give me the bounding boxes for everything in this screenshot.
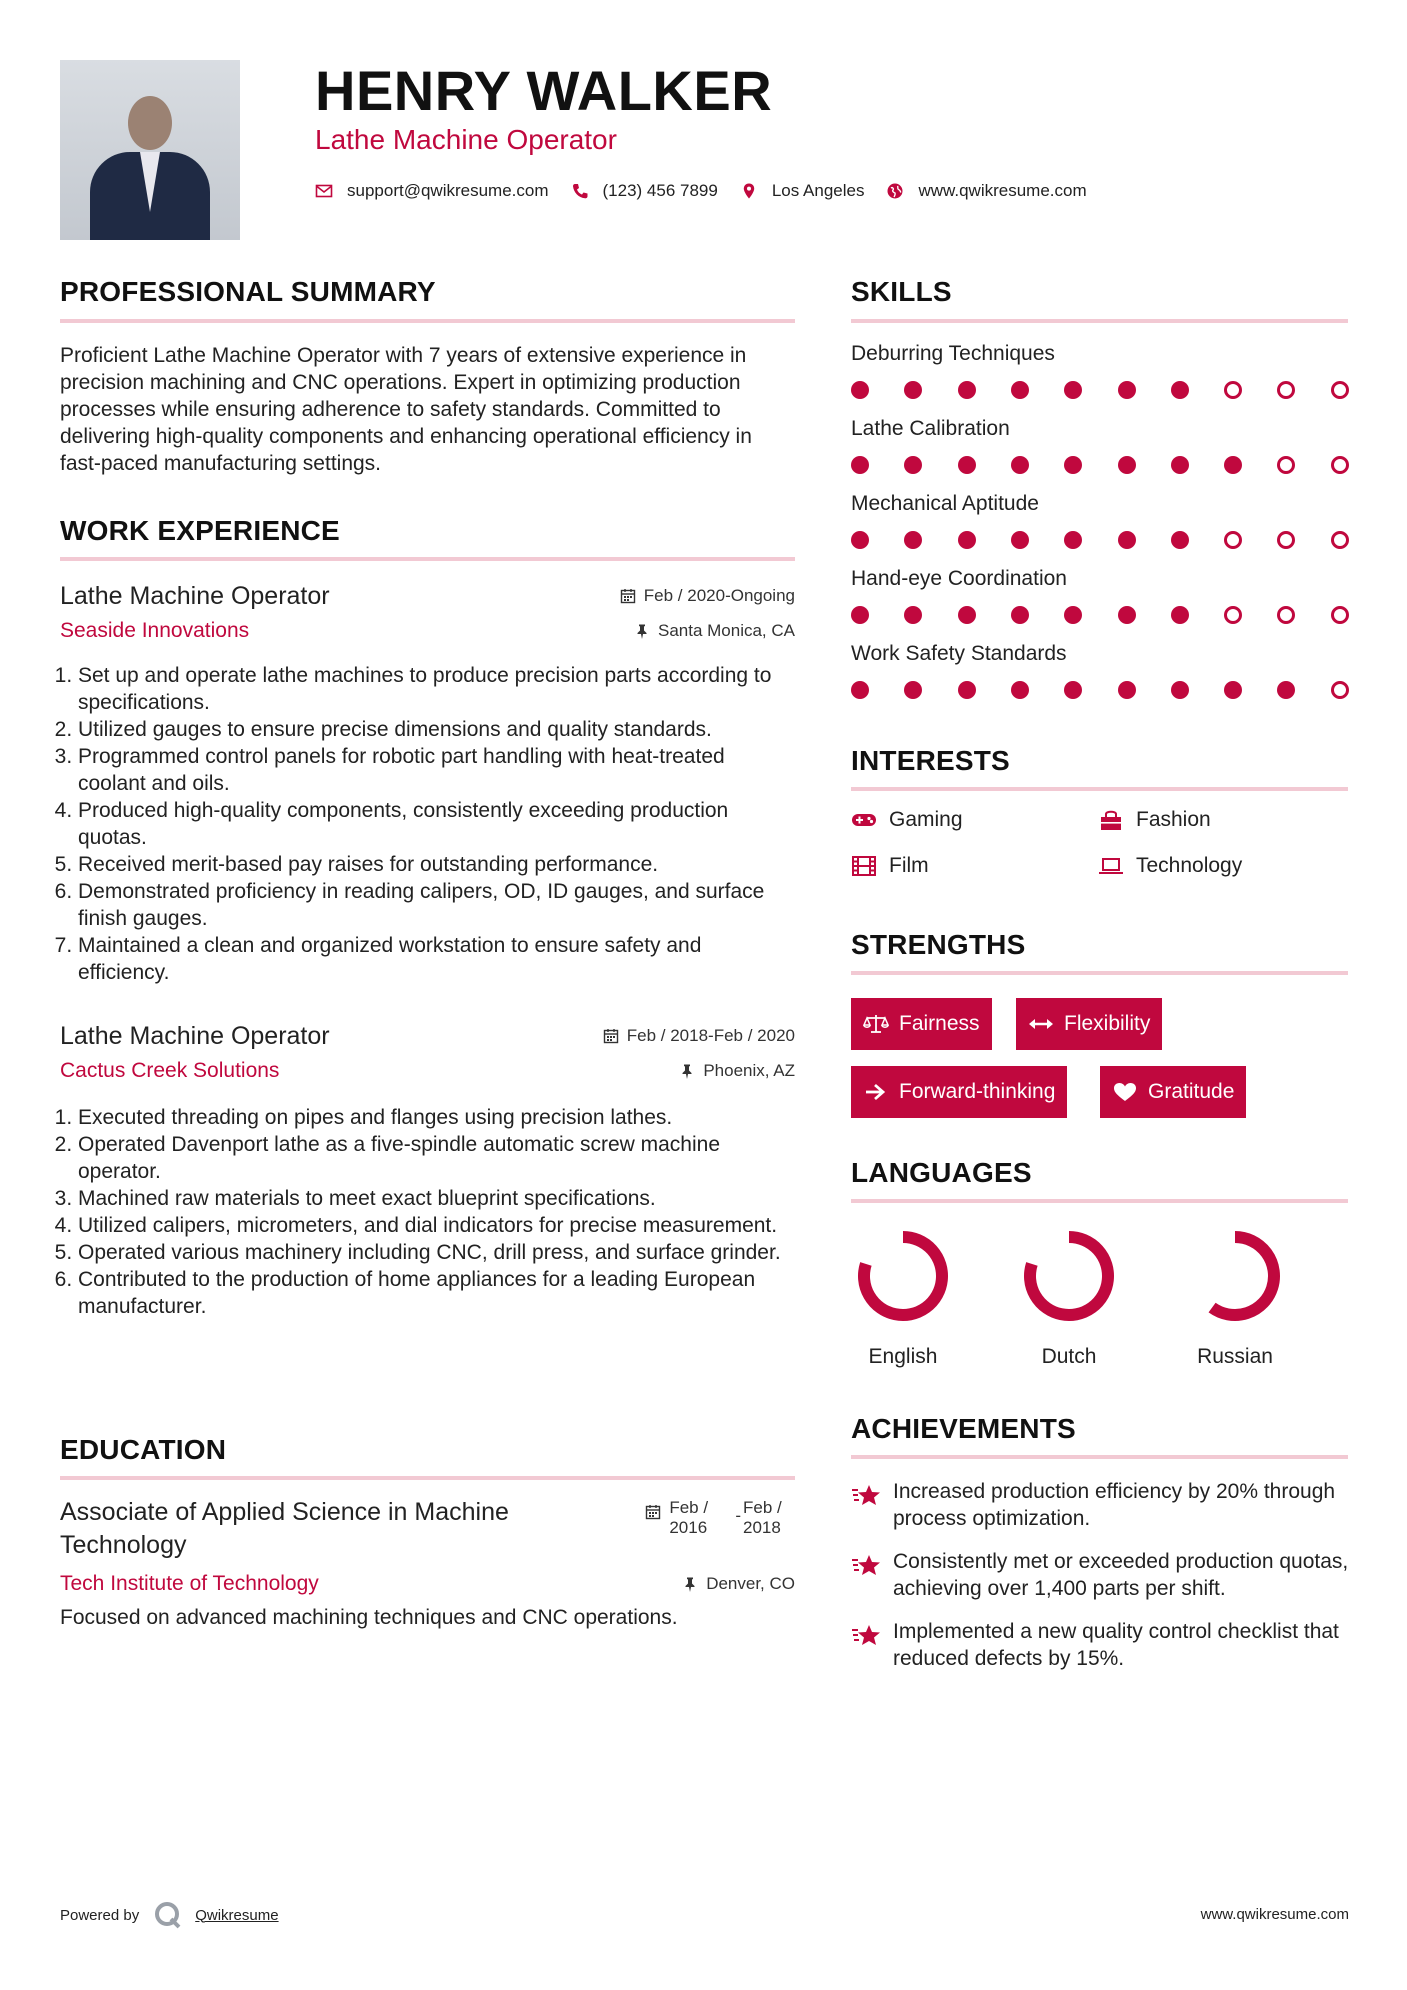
rating-dot-filled <box>904 531 922 549</box>
job-location-text: Santa Monica, CA <box>657 621 795 640</box>
achievements-heading: ACHIEVEMENTS <box>851 1413 1076 1444</box>
rating-dot-empty <box>1331 606 1349 624</box>
strength-tag-forward-thinking <box>851 1066 1067 1118</box>
job-entry <box>60 578 795 986</box>
strength-tag-fairness <box>851 998 992 1050</box>
rating-dot-filled <box>1064 681 1082 699</box>
rating-dot-filled <box>904 681 922 699</box>
language-item <box>1180 1226 1290 1369</box>
education-dates <box>645 1496 795 1562</box>
rating-dot-filled <box>1064 606 1082 624</box>
summary-heading: PROFESSIONAL SUMMARY <box>60 276 436 307</box>
rating-dot-filled <box>1011 681 1029 699</box>
rating-dot-filled <box>1171 381 1189 399</box>
experience-divider <box>60 557 795 561</box>
education-divider <box>60 1476 795 1480</box>
list-item: 5. Received merit-based pay raises for outstanding performance. <box>78 851 795 878</box>
languages-heading: LANGUAGES <box>851 1157 1032 1188</box>
arrow-right-icon <box>863 1081 889 1103</box>
interest-item-technology <box>1098 854 1242 878</box>
skill-name: Deburring Techniques <box>851 342 1055 365</box>
education-heading: EDUCATION <box>60 1434 227 1465</box>
rating-dot-filled <box>851 681 869 699</box>
achievement-item <box>851 1478 1351 1532</box>
job-date-text: Feb / 2020-Ongoing <box>643 586 795 605</box>
school-name: Tech Institute of Technology <box>60 1572 319 1595</box>
rating-dot-empty <box>1331 681 1349 699</box>
skill-rating <box>851 381 1351 401</box>
globe-icon <box>886 182 904 200</box>
arrows-horizontal-icon <box>1028 1013 1054 1035</box>
balance-scale-icon <box>863 1013 889 1035</box>
job-company: Seaside Innovations <box>60 619 250 642</box>
skill-name: Work Safety Standards <box>851 642 1067 665</box>
rating-dot-filled <box>851 381 869 399</box>
brand-link[interactable]: Qwikresume <box>195 1906 279 1924</box>
language-proficiency-arc <box>864 1237 942 1315</box>
pushpin-icon <box>679 1063 695 1079</box>
list-item: 6. Demonstrated proficiency in reading calipers, OD, ID gauges, and surface finish gauges. <box>78 878 795 932</box>
language-name: Dutch <box>1041 1345 1097 1368</box>
rating-dot-filled <box>958 381 976 399</box>
strengths-divider <box>851 971 1348 975</box>
job-location <box>634 621 795 641</box>
rating-dot-filled <box>904 456 922 474</box>
list-item: 4. Utilized calipers, micrometers, and dial indicators for precise measurement. <box>78 1212 795 1239</box>
rating-dot-empty <box>1277 381 1295 399</box>
strength-label: Forward-thinking <box>899 1080 1056 1103</box>
envelope-icon <box>315 182 333 200</box>
interest-item-gaming <box>851 808 963 832</box>
list-item: 2. Utilized gauges to ensure precise dimensions and quality standards. <box>78 716 795 743</box>
job-location <box>679 1061 795 1081</box>
rating-dot-filled <box>904 381 922 399</box>
skill-rating <box>851 606 1351 626</box>
education-entry <box>60 1496 795 1631</box>
pushpin-icon <box>634 623 650 639</box>
interests-divider <box>851 787 1348 791</box>
language-ring <box>1185 1226 1285 1326</box>
rating-dot-filled <box>1011 381 1029 399</box>
rating-dot-filled <box>1064 456 1082 474</box>
education-location-text: Denver, CO <box>706 1574 795 1593</box>
interests-heading: INTERESTS <box>851 745 1010 776</box>
rating-dot-filled <box>904 606 922 624</box>
language-name: English <box>868 1345 938 1368</box>
job-date <box>603 1026 795 1046</box>
education-location <box>682 1574 795 1594</box>
job-entry <box>60 1018 795 1320</box>
education-start-date: Feb / 2016 <box>669 1498 709 1537</box>
laptop-icon <box>1098 855 1124 877</box>
job-location-text: Phoenix, AZ <box>703 1061 795 1080</box>
pushpin-icon <box>682 1576 698 1592</box>
interest-item-film <box>851 854 929 878</box>
star-icon <box>851 1478 893 1532</box>
strength-tag-flexibility <box>1016 998 1162 1050</box>
achievement-item <box>851 1548 1351 1602</box>
skills-divider <box>851 319 1348 323</box>
star-icon <box>851 1618 893 1672</box>
rating-dot-filled <box>1118 456 1136 474</box>
degree-title: Associate of Applied Science in Machine Technology <box>60 1498 509 1559</box>
rating-dot-filled <box>1118 681 1136 699</box>
map-marker-icon <box>740 182 758 200</box>
language-proficiency-arc <box>1030 1237 1108 1315</box>
rating-dot-empty <box>1331 456 1349 474</box>
phone-icon <box>571 182 589 200</box>
rating-dot-empty <box>1224 606 1242 624</box>
star-icon <box>851 1548 893 1602</box>
job-responsibilities <box>60 1104 795 1320</box>
qwikresume-logo-icon <box>153 1900 183 1930</box>
skills-heading: SKILLS <box>851 276 952 307</box>
strength-label: Fairness <box>899 1012 980 1035</box>
footer-powered-by <box>60 1900 279 1930</box>
list-item: 1. Executed threading on pipes and flanges using precision lathes. <box>78 1104 795 1131</box>
languages-divider <box>851 1199 1348 1203</box>
achievements-divider <box>851 1455 1348 1459</box>
skill-name: Lathe Calibration <box>851 417 1010 440</box>
experience-heading: WORK EXPERIENCE <box>60 515 340 546</box>
rating-dot-filled <box>958 681 976 699</box>
rating-dot-empty <box>1277 456 1295 474</box>
rating-dot-filled <box>1171 456 1189 474</box>
rating-dot-empty <box>1224 381 1242 399</box>
list-item: 7. Maintained a clean and organized workstation to ensure safety and efficiency. <box>78 932 795 986</box>
heart-icon <box>1112 1081 1138 1103</box>
rating-dot-filled <box>851 531 869 549</box>
interest-item-fashion <box>1098 808 1211 832</box>
language-ring <box>853 1226 953 1326</box>
rating-dot-filled <box>1171 681 1189 699</box>
language-ring <box>1019 1226 1119 1326</box>
rating-dot-filled <box>1118 606 1136 624</box>
rating-dot-empty <box>1331 381 1349 399</box>
rating-dot-filled <box>851 606 869 624</box>
strength-tag-gratitude <box>1100 1066 1246 1118</box>
achievement-text: Implemented a new quality control checklist that reduced defects by 15%. <box>893 1620 1339 1670</box>
achievement-text: Consistently met or exceeded production quotas, achieving over 1,400 parts per shift. <box>893 1550 1349 1600</box>
rating-dot-filled <box>1118 381 1136 399</box>
calendar-icon <box>645 1504 661 1520</box>
strength-label: Flexibility <box>1064 1012 1151 1035</box>
job-title: Lathe Machine Operator <box>60 1021 330 1050</box>
interest-label: Gaming <box>889 808 963 831</box>
list-item: 3. Programmed control panels for robotic part handling with heat-treated coolant and oils. <box>78 743 795 797</box>
education-end-date: Feb / 2018 <box>743 1498 782 1537</box>
powered-by-label: Powered by <box>60 1906 140 1924</box>
rating-dot-filled <box>1118 531 1136 549</box>
job-date-text: Feb / 2018-Feb / 2020 <box>626 1026 795 1045</box>
achievement-item <box>851 1618 1351 1672</box>
candidate-name: HENRY WALKER <box>315 59 773 122</box>
rating-dot-filled <box>1277 681 1295 699</box>
list-item: 3. Machined raw materials to meet exact blueprint specifications. <box>78 1185 795 1212</box>
footer-website[interactable]: www.qwikresume.com <box>1200 1906 1349 1923</box>
list-item: 4. Produced high-quality components, consistently exceeding production quotas. <box>78 797 795 851</box>
gamepad-icon <box>851 809 877 831</box>
rating-dot-filled <box>1171 606 1189 624</box>
rating-dot-empty <box>1224 531 1242 549</box>
language-name: Russian <box>1197 1345 1273 1368</box>
job-responsibilities <box>60 662 795 986</box>
rating-dot-filled <box>958 606 976 624</box>
rating-dot-filled <box>1224 681 1242 699</box>
shopping-bag-icon <box>1098 809 1124 831</box>
rating-dot-filled <box>851 456 869 474</box>
contact-email[interactable]: support@qwikresume.com <box>347 181 549 200</box>
list-item: 2. Operated Davenport lathe as a five-spindle automatic screw machine operator. <box>78 1131 795 1185</box>
language-item <box>1014 1226 1124 1369</box>
candidate-role: Lathe Machine Operator <box>315 124 617 155</box>
rating-dot-empty <box>1331 531 1349 549</box>
rating-dot-filled <box>1064 381 1082 399</box>
skill-rating <box>851 681 1351 701</box>
summary-text: Proficient Lathe Machine Operator with 7 years of extensive experience in precision machining and CNC operations. Expert in optimizing production processes while ensuring adherence to safety standards. Committed to delivering high-quality components and enhancing operational efficiency in fast-paced manufacturing settings. <box>60 344 752 475</box>
rating-dot-filled <box>1064 531 1082 549</box>
education-description: Focused on advanced machining techniques and CNC operations. <box>60 1606 678 1629</box>
rating-dot-empty <box>1277 531 1295 549</box>
list-item: 5. Operated various machinery including CNC, drill press, and surface grinder. <box>78 1239 795 1266</box>
interest-label: Film <box>889 854 929 877</box>
interest-label: Fashion <box>1136 808 1211 831</box>
rating-dot-filled <box>1011 456 1029 474</box>
contact-bar <box>315 178 1109 204</box>
rating-dot-filled <box>1011 531 1029 549</box>
calendar-icon <box>620 588 636 604</box>
contact-location: Los Angeles <box>771 181 865 200</box>
rating-dot-filled <box>1224 456 1242 474</box>
job-title: Lathe Machine Operator <box>60 581 330 610</box>
skill-rating <box>851 531 1351 551</box>
list-item: 1. Set up and operate lathe machines to produce precision parts according to specifications. <box>78 662 795 716</box>
rating-dot-filled <box>958 531 976 549</box>
skill-name: Mechanical Aptitude <box>851 492 1039 515</box>
calendar-icon <box>603 1028 619 1044</box>
list-item: 6. Contributed to the production of home appliances for a leading European manufacturer. <box>78 1266 795 1320</box>
rating-dot-filled <box>1171 531 1189 549</box>
rating-dot-empty <box>1277 606 1295 624</box>
strengths-heading: STRENGTHS <box>851 929 1026 960</box>
language-item <box>848 1226 958 1369</box>
summary-divider <box>60 319 795 323</box>
job-company: Cactus Creek Solutions <box>60 1059 280 1082</box>
skill-name: Hand-eye Coordination <box>851 567 1067 590</box>
contact-website[interactable]: www.qwikresume.com <box>918 181 1087 200</box>
interest-label: Technology <box>1136 854 1243 877</box>
date-separator: - <box>735 1506 741 1525</box>
rating-dot-filled <box>1011 606 1029 624</box>
rating-dot-filled <box>958 456 976 474</box>
language-proficiency-arc <box>1212 1237 1274 1315</box>
achievement-text: Increased production efficiency by 20% through process optimization. <box>893 1480 1336 1530</box>
skill-rating <box>851 456 1351 476</box>
profile-photo <box>60 60 240 240</box>
strength-label: Gratitude <box>1148 1080 1235 1103</box>
job-date <box>620 586 795 606</box>
film-icon <box>851 855 877 877</box>
contact-phone: (123) 456 7899 <box>602 181 718 200</box>
